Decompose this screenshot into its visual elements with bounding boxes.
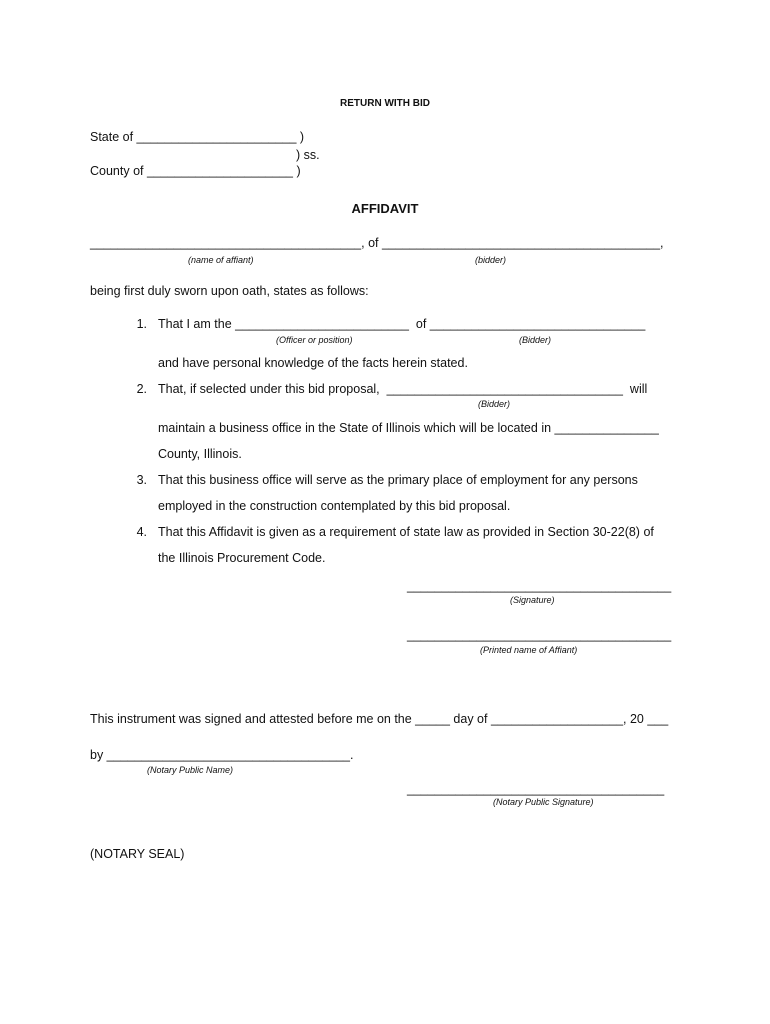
affiant-line: _______________________________________, of ________________________________________, — [90, 236, 664, 250]
signature-line: ______________________________________ — [407, 579, 672, 593]
notary-seal: (NOTARY SEAL) — [90, 847, 185, 861]
item-1-line-1: That I am the _________________________ of _______________________________ — [158, 317, 646, 331]
affiant-name-caption: (name of affiant) — [188, 255, 254, 265]
item-1-bidder-caption: (Bidder) — [519, 335, 552, 345]
item-1-line-2: and have personal knowledge of the facts herein stated. — [158, 356, 468, 370]
item-3-line-2: employed in the construction contemplated by this bid proposal. — [158, 499, 511, 513]
notary-name-caption: (Notary Public Name) — [147, 765, 234, 775]
item-2-line-1: That, if selected under this bid proposal, __________________________________ will — [158, 382, 648, 396]
return-with-bid-heading: RETURN WITH BID — [340, 98, 430, 109]
state-of-line: State of _______________________ ) — [90, 130, 305, 144]
item-2-line-3: County, Illinois. — [158, 447, 242, 461]
item-4-line-2: the Illinois Procurement Code. — [158, 551, 326, 565]
item-number: 2. — [136, 382, 147, 396]
item-number: 3. — [136, 473, 147, 487]
notary-signature-line: _____________________________________ — [407, 782, 665, 796]
signature-caption: (Signature) — [510, 595, 555, 605]
attest-line: This instrument was signed and attested before me on the _____ day of ___________________, 20 ___ — [90, 712, 669, 726]
item-3-line-1: That this business office will serve as the primary place of employment for any persons — [158, 473, 638, 487]
bidder-caption: (bidder) — [475, 255, 507, 265]
item-4-line-1: That this Affidavit is given as a requirement of state law as provided in Section 30-22(8) of — [158, 525, 654, 539]
intro-text: being first duly sworn upon oath, states as follows: — [90, 284, 369, 298]
county-of-line: County of _____________________ ) — [90, 164, 301, 178]
notary-by-line: by ___________________________________. — [90, 748, 354, 762]
item-2-line-2: maintain a business office in the State of Illinois which will be located in _______________ — [158, 421, 659, 435]
affidavit-title: AFFIDAVIT — [351, 201, 419, 216]
notary-signature-caption: (Notary Public Signature) — [493, 797, 594, 807]
printed-name-line: ______________________________________ — [407, 628, 672, 642]
officer-position-caption: (Officer or position) — [276, 335, 353, 345]
printed-name-caption: (Printed name of Affiant) — [480, 645, 578, 655]
ss-line: ) ss. — [296, 148, 320, 162]
item-number: 4. — [136, 525, 147, 539]
item-2-bidder-caption: (Bidder) — [478, 399, 511, 409]
item-number: 1. — [136, 317, 147, 331]
